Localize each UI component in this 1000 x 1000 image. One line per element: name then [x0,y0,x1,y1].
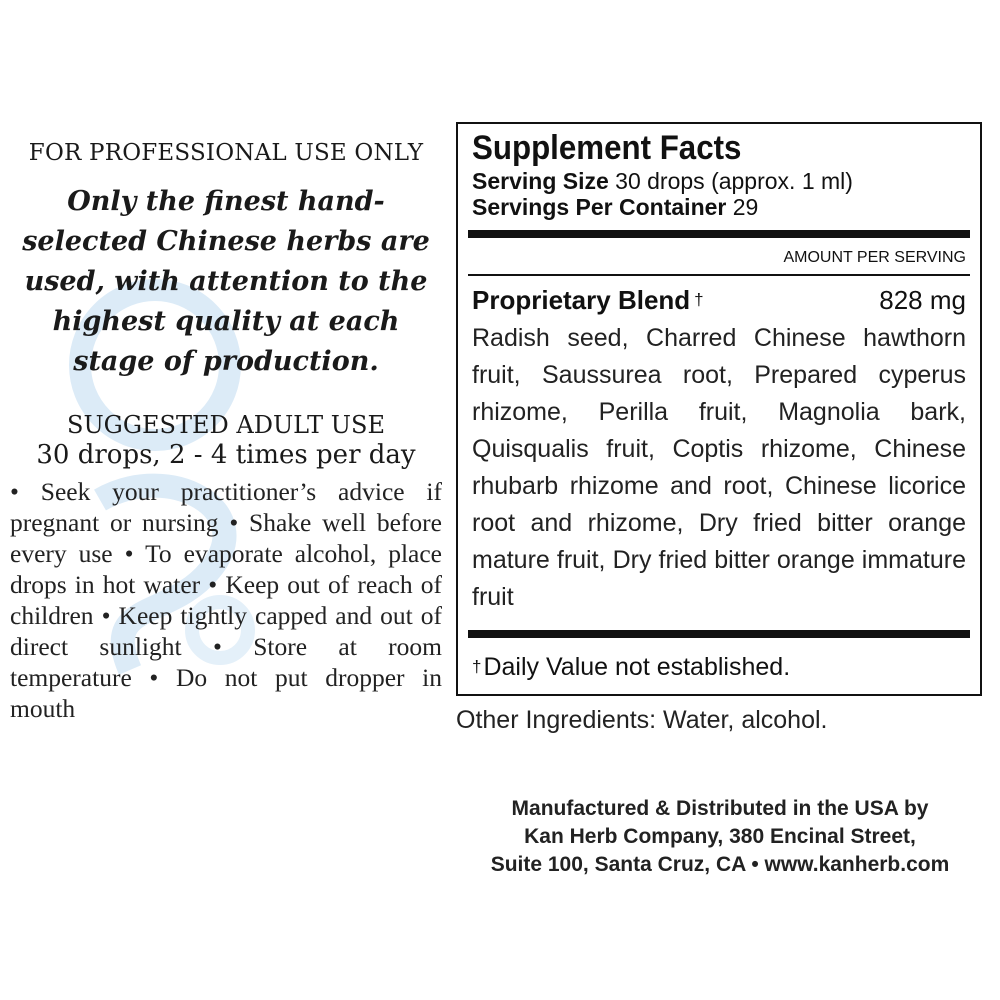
left-column [10,138,442,724]
servings-per-container-value: 29 [732,194,759,220]
daily-value-text: Daily Value not established. [483,653,791,681]
quality-tagline: Only the finest hand-selected Chinese herbs are used, with attention to the highest quality at each stage of production. [22,186,430,377]
proprietary-blend-amount: 828 mg [879,285,966,315]
dv-dagger-symbol: † [472,657,482,676]
other-ingredients: Other Ingredients: Water, alcohol. [456,706,828,734]
servings-per-container-row [472,194,980,220]
divider-thick [468,230,970,238]
supplement-facts-title: Supplement Facts [472,129,742,167]
serving-size-label: Serving Size [472,168,609,194]
suggested-use-title: SUGGESTED ADULT USE [67,411,385,439]
manufacturer-line-2: Kan Herb Company, 380 Encinal Street, [524,825,916,848]
divider-thick-bottom [468,630,970,638]
divider-thin [468,274,970,276]
proprietary-blend-label [472,284,704,316]
daily-value-note [472,652,980,682]
manufacturer-line-1: Manufactured & Distributed in the USA by [511,797,929,820]
professional-use-notice: FOR PROFESSIONAL USE ONLY [28,140,424,166]
serving-size-row [472,168,980,194]
proprietary-blend-row [472,284,966,316]
serving-size-value: 30 drops (approx. 1 ml) [615,168,853,194]
manufacturer-line-3: Suite 100, Santa Cruz, CA • www.kanherb.com [490,853,950,876]
manufacturer-info [460,795,980,879]
amount-per-serving-header: AMOUNT PER SERVING [783,249,966,266]
usage-warnings: • Seek your practitioner’s advice if pregnant or nursing • Shake well before every use • To evaporate alcohol, place drops in hot water • Keep out of reach of children • Keep tightly capped and out of direct sunlight • Store at room temperature • Do not put dropper in mouth [10,477,442,723]
blend-ingredients: Radish seed, Charred Chinese hawthorn fruit, Saussurea root, Prepared cyperus rhizome, Perilla fruit, Magnolia bark, Quisqualis fruit, Coptis rhizome, Chinese rhubarb rhizome and root, Chinese licorice root and rhizome, Dry fried bitter orange mature fruit, Dry fried bitter orange immature fruit [472,324,966,611]
servings-per-container-label: Servings Per Container [472,194,727,220]
proprietary-blend-name: Proprietary Blend [472,285,691,315]
supplement-facts-panel [456,122,982,696]
suggested-use-dose: 30 drops, 2 - 4 times per day [36,440,416,470]
dagger-symbol: † [694,290,704,309]
